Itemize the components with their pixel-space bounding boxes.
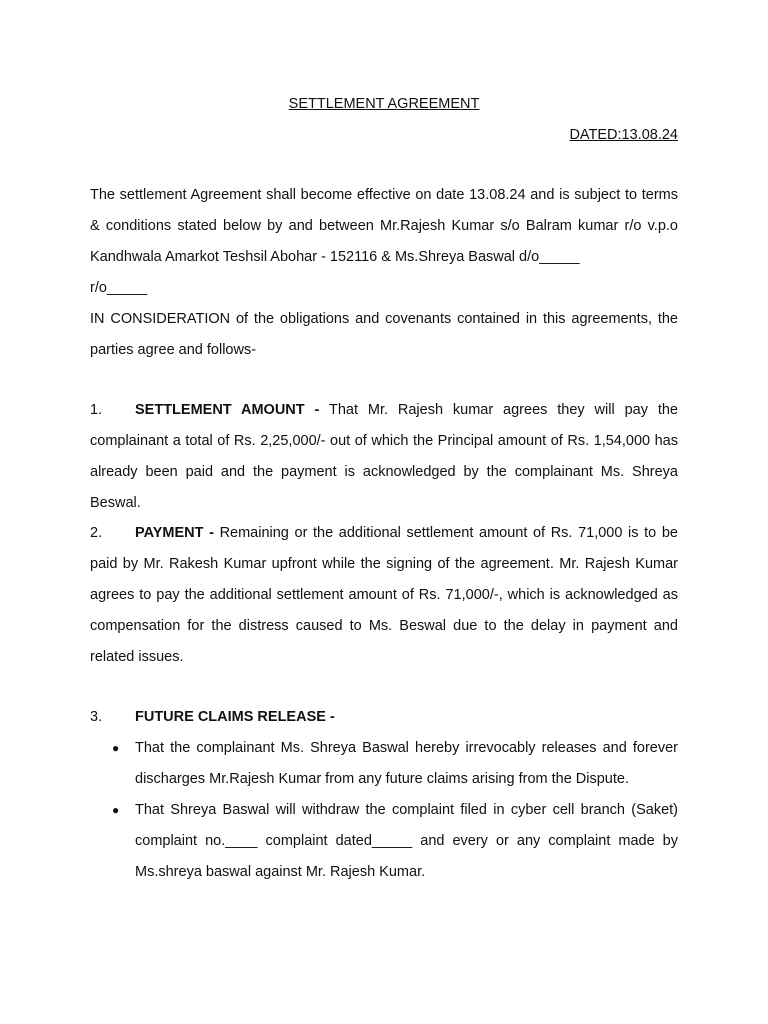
clause-number: 3. bbox=[90, 709, 103, 725]
bullet-icon: ● bbox=[112, 741, 120, 755]
clause-text: Remaining or the additional settlement amount of Rs. 71,000 is to be paid by Mr. Rakesh Kumar upfront while the signing of the agreement. Mr. Rajesh Kumar agrees to pay the additional settlement amount of Rs. 71,000/-, which is acknowledged as compensation for the distress caused to Ms. Beswal due to the delay in payment and related issues. bbox=[90, 525, 678, 665]
document-title: SETTLEMENT AGREEMENT bbox=[288, 96, 480, 112]
bullet-text: That Shreya Baswal will withdraw the complaint filed in cyber cell branch (Saket) complaint no.____ complaint dated_____ and every or any complaint made by Ms.shreya baswal against Mr. Rajesh Kumar. bbox=[135, 802, 678, 880]
clause-heading: PAYMENT - bbox=[135, 525, 214, 541]
clause-number: 1. bbox=[90, 402, 103, 418]
intro-address-blank: r/o_____ bbox=[90, 280, 148, 296]
clause-text: That Mr. Rajesh kumar agrees they will pay the complainant a total of Rs. 2,25,000/- out of which the Principal amount of Rs. 1,54,000 has already been paid and the payment is acknowledged by the complainant Ms. Shreya Beswal. bbox=[90, 402, 678, 511]
clause-number: 2. bbox=[90, 525, 103, 541]
document-date: DATED:13.08.24 bbox=[569, 127, 678, 143]
future-claims-bullet-list bbox=[90, 733, 678, 888]
document-page bbox=[90, 0, 678, 1024]
intro-paragraph bbox=[90, 180, 678, 366]
consideration-text: IN CONSIDERATION of the obligations and covenants contained in this agreements, the parties agree and follows- bbox=[90, 311, 678, 358]
clause-payment bbox=[90, 518, 678, 673]
list-item bbox=[90, 795, 678, 888]
list-item bbox=[90, 733, 678, 795]
bullet-icon: ● bbox=[112, 803, 120, 817]
bullet-text: That the complainant Ms. Shreya Baswal hereby irrevocably releases and forever discharges Mr.Rajesh Kumar from any future claims arising from the Dispute. bbox=[135, 740, 678, 787]
clause-heading: FUTURE CLAIMS RELEASE - bbox=[135, 709, 335, 725]
intro-text: The settlement Agreement shall become effective on date 13.08.24 and is subject to terms & conditions stated below by and between Mr.Rajesh Kumar s/o Balram kumar r/o v.p.o Kandhwala Amarkot Teshsil Abohar - 152116 & Ms.Shreya Baswal d/o_____ bbox=[90, 187, 678, 265]
clause-future-claims-release bbox=[90, 702, 678, 733]
clause-heading: SETTLEMENT AMOUNT - bbox=[135, 402, 320, 418]
clause-settlement-amount bbox=[90, 395, 678, 519]
